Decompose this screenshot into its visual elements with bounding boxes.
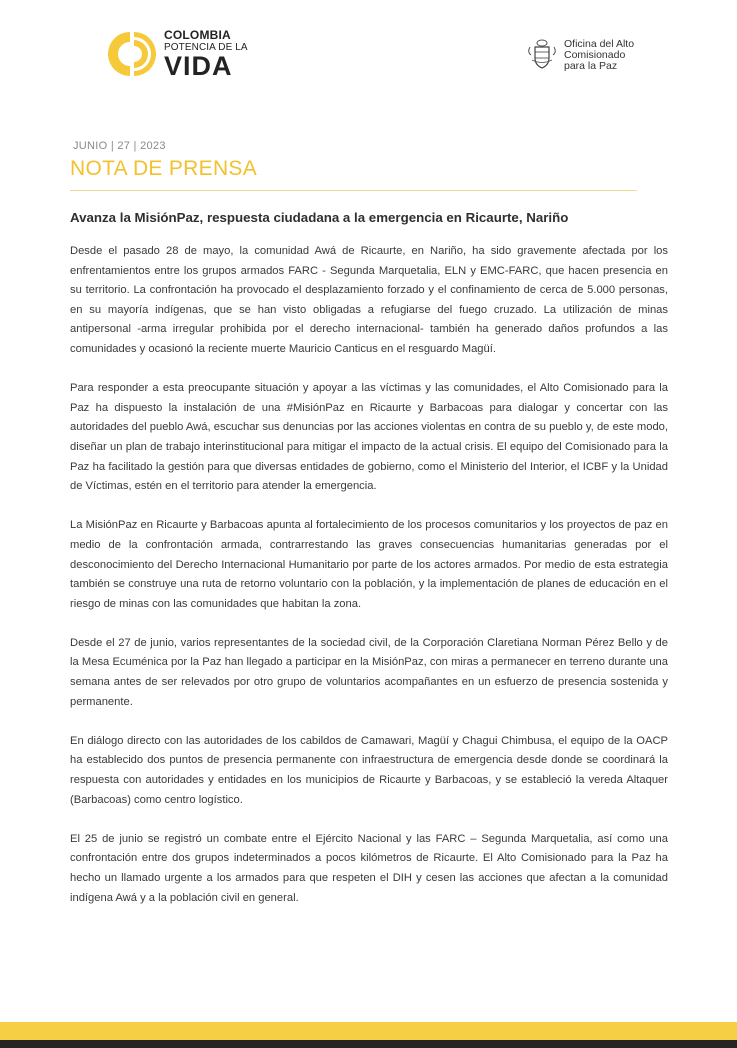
headline: Avanza la MisiónPaz, respuesta ciudadana a la emergencia en Ricaurte, Nariño — [70, 210, 569, 225]
office-line-3: para la Paz — [564, 60, 618, 72]
footer-dark-strip — [0, 1040, 737, 1048]
publication-date: JUNIO | 27 | 2023 — [73, 140, 166, 152]
colombia-potencia-de-la-vida-logo — [104, 28, 254, 80]
office-line-2: Comisionado — [564, 49, 626, 61]
brand-line-3: VIDA — [164, 51, 233, 81]
sound-wave-logo-icon — [104, 28, 160, 78]
office-line-1: Oficina del Alto — [564, 38, 635, 50]
paragraph-1: Desde el pasado 28 de mayo, la comunidad Awá de Ricaurte, en Nariño, ha sido gravemente afectada por los enfrentamientos entre los grupos armados FARC - Segunda Marquetalia, ELN y EMC-FARC, que hacen presencia en su territorio. La confrontación ha provocado el desplazamiento forzado y el confinamiento de cerca de 5.000 personas, en su mayoría indígenas, que se han visto obligadas a refugiarse del fuego cruzado. La utilización de minas antipersonal -arma irregular prohibida por el derecho internacional- también ha generado daños profundos a las comunidades y ocasionó la reciente muerte Mauricio Canticus en el resguardo Magüí. — [70, 245, 668, 355]
paragraph-2: Para responder a esta preocupante situación y apoyar a las víctimas y las comunidades, el Alto Comisionado para la Paz ha dispuesto la instalación de una #MisiónPaz en Ricaurte y Barbacoas para dialogar y concertar con las autoridades del pueblo Awá, escuchar sus denuncias por las acciones violentas en contra de su pueblo y, de este modo, diseñar un plan de trabajo interinstitucional para mitigar el impacto de la actual crisis. El equipo del Comisionado para la Paz ha facilitado la gestión para que diversas entidades de gobierno, como el Ministerio del Interior, el ICBF y la Unidad de Víctimas, estén en el territorio para atender la emergencia. — [70, 382, 668, 493]
office-logo — [527, 38, 657, 72]
coat-of-arms-icon — [527, 38, 557, 70]
title-divider — [70, 190, 637, 191]
brand-line-1: COLOMBIA — [164, 28, 231, 42]
article-body — [70, 242, 668, 928]
document-type-title: NOTA DE PRENSA — [70, 157, 258, 180]
paragraph-3: La MisiónPaz en Ricaurte y Barbacoas apunta al fortalecimiento de los procesos comunitarios y los proyectos de paz en medio de la confrontación armada, contrarrestando las graves consecuencias humanitarias generadas por el desconocimiento del Derecho Internacional Humanitario por parte de los actores armados. Por medio de esta estrategia también se construye una ruta de retorno voluntario con la población, y la implementación de planes de educación en el riesgo de minas con las comunidades que habitan la zona. — [70, 519, 668, 610]
paragraph-5: En diálogo directo con las autoridades de los cabildos de Camawari, Magüí y Chagui Chimbusa, el equipo de la OACP ha establecido dos puntos de presencia permanente con infraestructura de emergencia desde donde se coordinará la respuesta con autoridades y entidades en los municipios de Ricaurte y Barbacoas, y se estableció la vereda Altaquer (Barbacoas) como centro logístico. — [70, 734, 668, 806]
paragraph-6: El 25 de junio se registró un combate entre el Ejército Nacional y las FARC – Segunda Marquetalia, así como una confrontación entre dos grupos indeterminados a pocos kilómetros de Ricaurte. El Alto Comisionado para la Paz ha hecho un llamado urgente a los armados para que respeten el DIH y cesen las acciones que afectan a la comunidad indígena Awá y a la población civil en general. — [70, 832, 668, 904]
brand-line-2: POTENCIA DE LA — [164, 42, 248, 53]
paragraph-4: Desde el 27 de junio, varios representantes de la sociedad civil, de la Corporación Claretiana Norman Pérez Bello y de la Mesa Ecuménica por la Paz han llegado a participar en la MisiónPaz, con miras a permanecer en terreno durante una semana antes de ser relevados por otro grupo de voluntarios acompañantes en un esfuerzo de presencia sostenida y permanente. — [70, 636, 668, 708]
